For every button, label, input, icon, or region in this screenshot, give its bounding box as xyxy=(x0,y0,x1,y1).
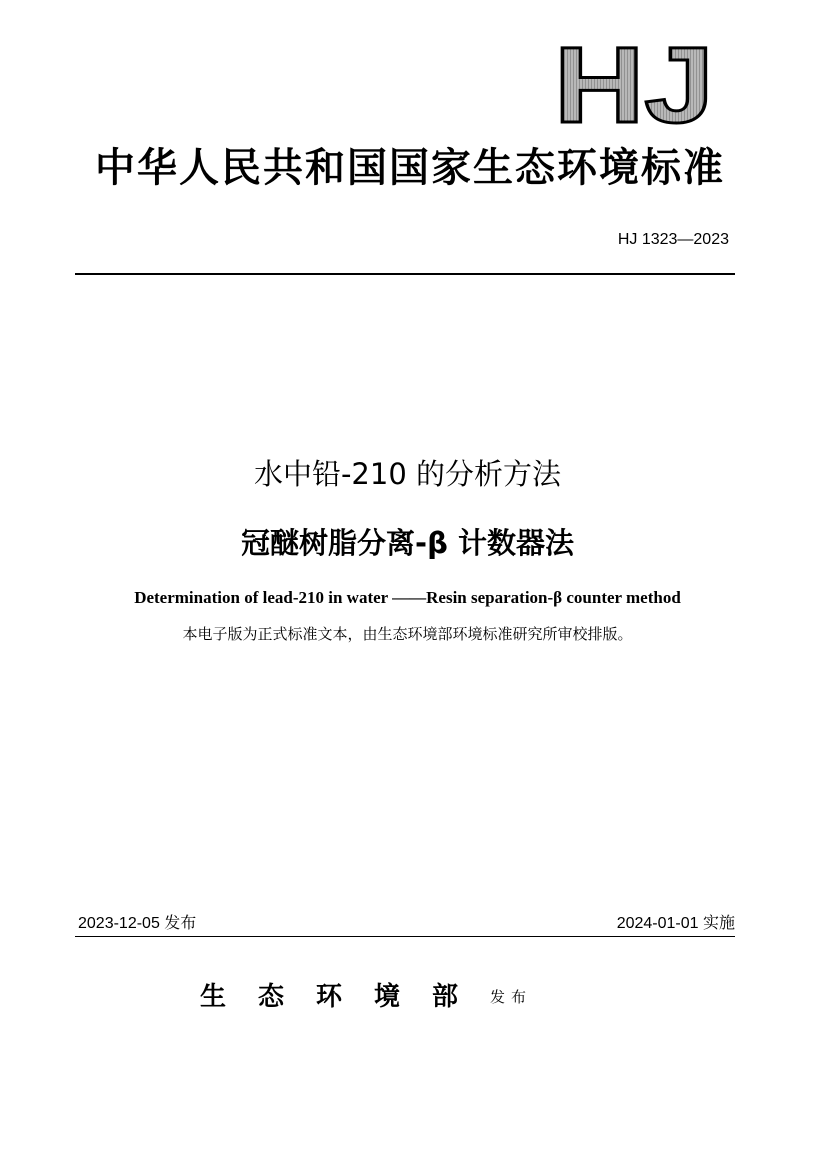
hj-logo xyxy=(552,38,716,128)
issuer-organization: 生态环境部 xyxy=(200,982,491,1012)
national-standard-heading: 中华人民共和国国家生态环境标准 xyxy=(95,144,725,191)
issuer-line xyxy=(200,980,620,1017)
footer-divider xyxy=(75,936,735,937)
implementation-date: 2024-01-01 实施 xyxy=(616,915,735,932)
issuer-action: 发布 xyxy=(490,988,533,1006)
title-chinese-line2: 冠醚树脂分离-β 计数器法 xyxy=(241,526,574,560)
electronic-version-notice: 本电子版为正式标准文本，由生态环境部环境标准研究所审校排版。 xyxy=(182,625,633,643)
title-chinese-line1: 水中铅-210 的分析方法 xyxy=(253,457,562,491)
issue-date: 2023-12-05 发布 xyxy=(78,915,197,932)
standard-number: HJ 1323—2023 xyxy=(617,231,729,248)
logo-text: HJ xyxy=(554,38,714,128)
title-english: Determination of lead-210 in water ——Resin separation-β counter method xyxy=(134,588,681,607)
header-divider xyxy=(75,273,735,275)
